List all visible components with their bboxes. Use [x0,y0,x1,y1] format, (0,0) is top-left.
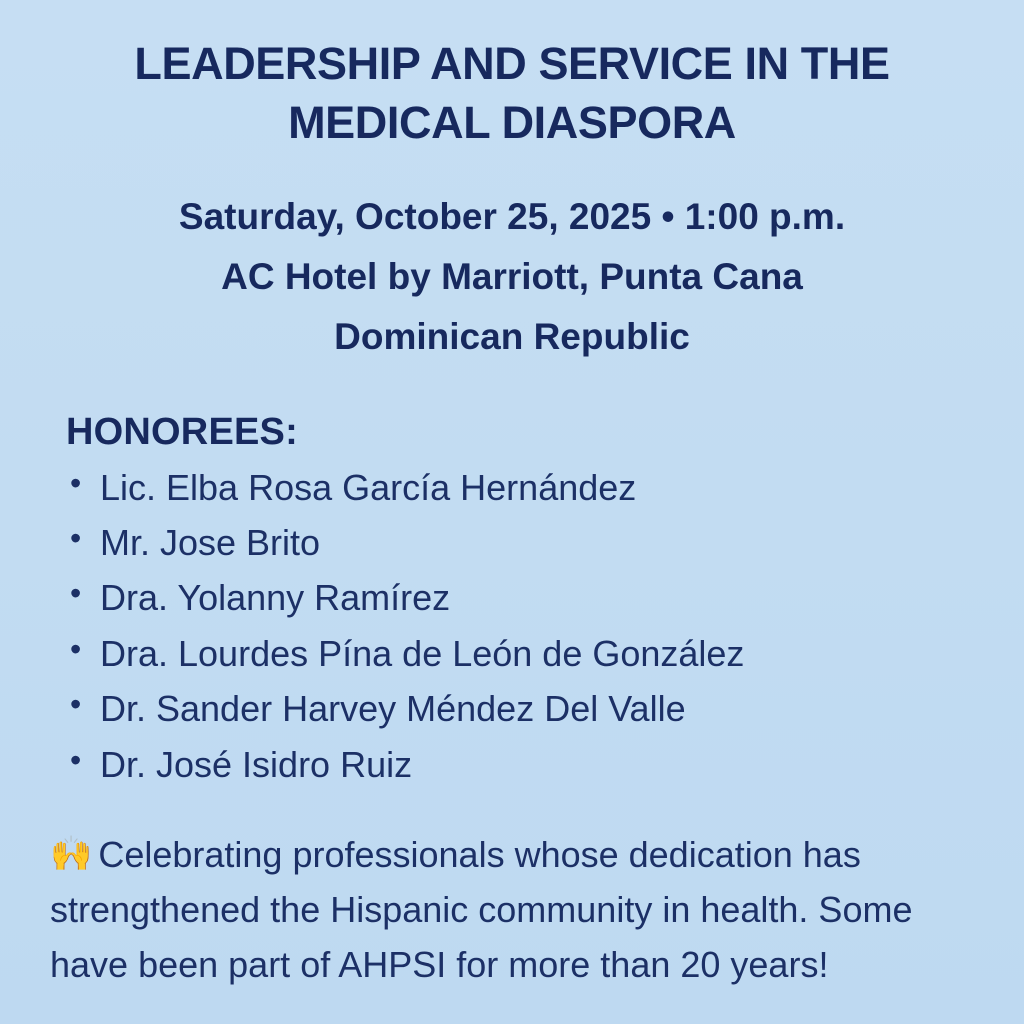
list-item: • Lic. Elba Rosa García Hernández [66,460,976,515]
event-details [48,187,976,367]
event-venue: AC Hotel by Marriott, Punta Cana [221,255,803,297]
page-title: LEADERSHIP AND SERVICE IN THE MEDICAL DIASPORA [134,38,890,149]
closing-paragraph [48,828,976,992]
list-item: • Dra. Lourdes Pína de León de González [66,626,976,681]
closing-text: Celebrating professionals whose dedication has strengthened the Hispanic community in health. Some have been part of AHPSI for more than 20 years! [50,834,913,985]
list-item: • Dra. Yolanny Ramírez [66,570,976,625]
list-item: • Dr. José Isidro Ruiz [66,737,976,792]
event-date-time: Saturday, October 25, 2025 • 1:00 p.m. [178,195,846,237]
raising-hands-icon: 🙌 [50,835,93,874]
honorees-heading: HONOREES: [66,410,298,453]
event-country: Dominican Republic [334,315,690,357]
list-item: • Dr. Sander Harvey Méndez Del Valle [66,681,976,736]
list-item: • Mr. Jose Brito [66,515,976,570]
honorees-list [48,460,976,793]
